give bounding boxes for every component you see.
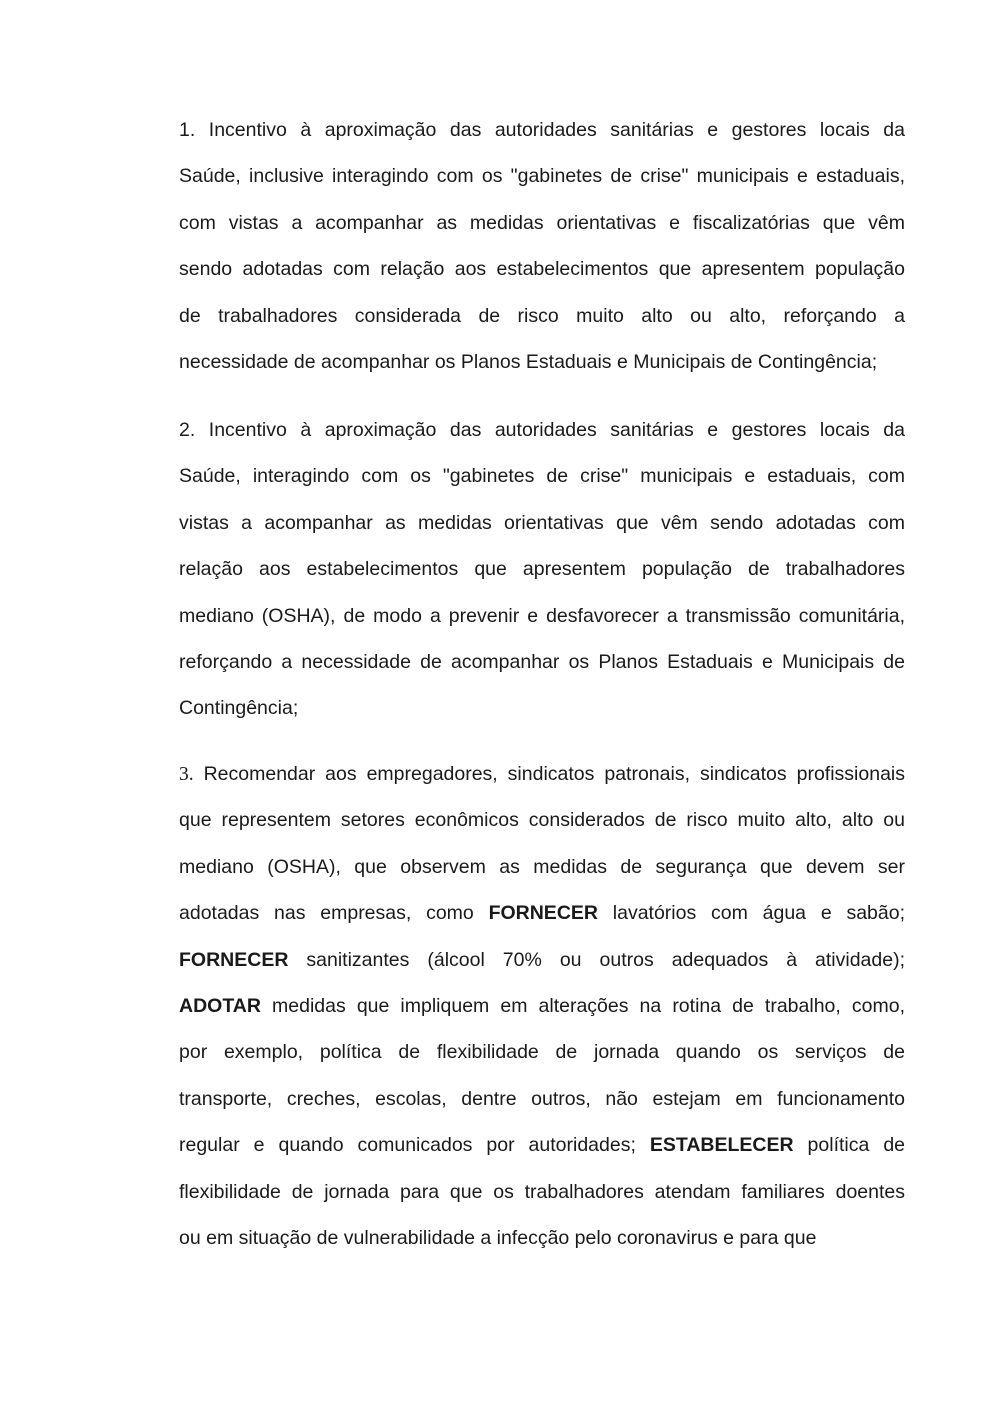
text-run: reforçando a necessidade de acompanhar os Planos Estaduais e Municipais de bbox=[179, 650, 905, 673]
text-line bbox=[179, 1029, 905, 1075]
paragraph-1 bbox=[179, 107, 905, 385]
text-run: necessidade de acompanhar os Planos Estaduais e Municipais de Contingência; bbox=[179, 350, 878, 373]
text-run: sendo adotadas com relação aos estabelecimentos que apresentem população bbox=[179, 258, 905, 281]
paragraph-2 bbox=[179, 407, 905, 732]
text-run: relação aos estabelecimentos que apresentem população de trabalhadores bbox=[179, 558, 905, 581]
text-line bbox=[179, 339, 905, 385]
text-run: vistas a acompanhar as medidas orientativas que vêm sendo adotadas com bbox=[179, 511, 905, 534]
bold-keyword: FORNECER bbox=[488, 902, 598, 925]
text-run: ou em situação de vulnerabilidade a infecção pelo coronavirus e para que bbox=[179, 1226, 817, 1249]
text-run: adotadas nas empresas, como bbox=[179, 902, 489, 925]
text-line bbox=[179, 1076, 905, 1122]
text-line bbox=[179, 797, 905, 843]
text-run: flexibilidade de jornada para que os trabalhadores atendam familiares doentes bbox=[179, 1180, 905, 1203]
bold-keyword: ADOTAR bbox=[179, 994, 261, 1017]
text-line bbox=[179, 407, 905, 453]
text-run: por exemplo, política de flexibilidade de jornada quando os serviços de bbox=[179, 1041, 905, 1064]
text-line bbox=[179, 639, 905, 685]
text-line bbox=[179, 937, 905, 983]
text-line bbox=[179, 293, 905, 339]
text-line bbox=[179, 107, 905, 153]
text-line bbox=[179, 153, 905, 199]
text-run: mediano (OSHA), de modo a prevenir e desfavorecer a transmissão comunitária, bbox=[179, 604, 905, 627]
text-run: Saúde, inclusive interagindo com os "gabinetes de crise" municipais e estaduais, bbox=[179, 165, 905, 188]
bold-keyword: FORNECER bbox=[179, 948, 289, 971]
text-line bbox=[179, 890, 905, 936]
text-run: mediano (OSHA), que observem as medidas de segurança que devem ser bbox=[179, 855, 905, 878]
text-run: política de bbox=[793, 1134, 905, 1157]
text-line bbox=[179, 751, 905, 797]
text-run: 2. Incentivo à aproximação das autoridades sanitárias e gestores locais da bbox=[179, 419, 905, 441]
text-line bbox=[179, 246, 905, 292]
text-run: regular e quando comunicados por autoridades; bbox=[179, 1134, 650, 1157]
text-run: 1. Incentivo à aproximação das autoridades sanitárias e gestores locais da bbox=[179, 119, 905, 141]
text-line bbox=[179, 500, 905, 546]
text-run: com vistas a acompanhar as medidas orientativas e fiscalizatórias que vêm bbox=[179, 211, 905, 234]
text-line bbox=[179, 1169, 905, 1215]
text-run: lavatórios com água e sabão; bbox=[597, 902, 905, 925]
paragraph-3 bbox=[179, 751, 905, 1261]
text-line bbox=[179, 1215, 905, 1261]
text-run: de trabalhadores considerada de risco muito alto ou alto, reforçando a bbox=[179, 304, 905, 327]
text-run: Contingência; bbox=[179, 697, 299, 720]
text-run: Saúde, interagindo com os "gabinetes de crise" municipais e estaduais, com bbox=[179, 465, 905, 488]
text-run: transporte, creches, escolas, dentre outros, não estejam em funcionamento bbox=[179, 1087, 905, 1110]
text-line bbox=[179, 983, 905, 1029]
text-run: Recomendar aos empregadores, sindicatos patronais, sindicatos profissionais bbox=[193, 763, 905, 785]
text-run: 3. bbox=[179, 764, 194, 785]
text-run: medidas que impliquem em alterações na rotina de trabalho, como, bbox=[260, 994, 905, 1017]
text-line bbox=[179, 453, 905, 499]
text-run: que representem setores econômicos considerados de risco muito alto, alto ou bbox=[179, 809, 905, 832]
text-line bbox=[179, 685, 905, 731]
text-line bbox=[179, 546, 905, 592]
text-run: sanitizantes (álcool 70% ou outros adequados à atividade); bbox=[288, 948, 905, 971]
text-line bbox=[179, 1122, 905, 1168]
text-line bbox=[179, 200, 905, 246]
bold-keyword: ESTABELECER bbox=[649, 1134, 794, 1157]
text-line bbox=[179, 593, 905, 639]
text-line bbox=[179, 844, 905, 890]
